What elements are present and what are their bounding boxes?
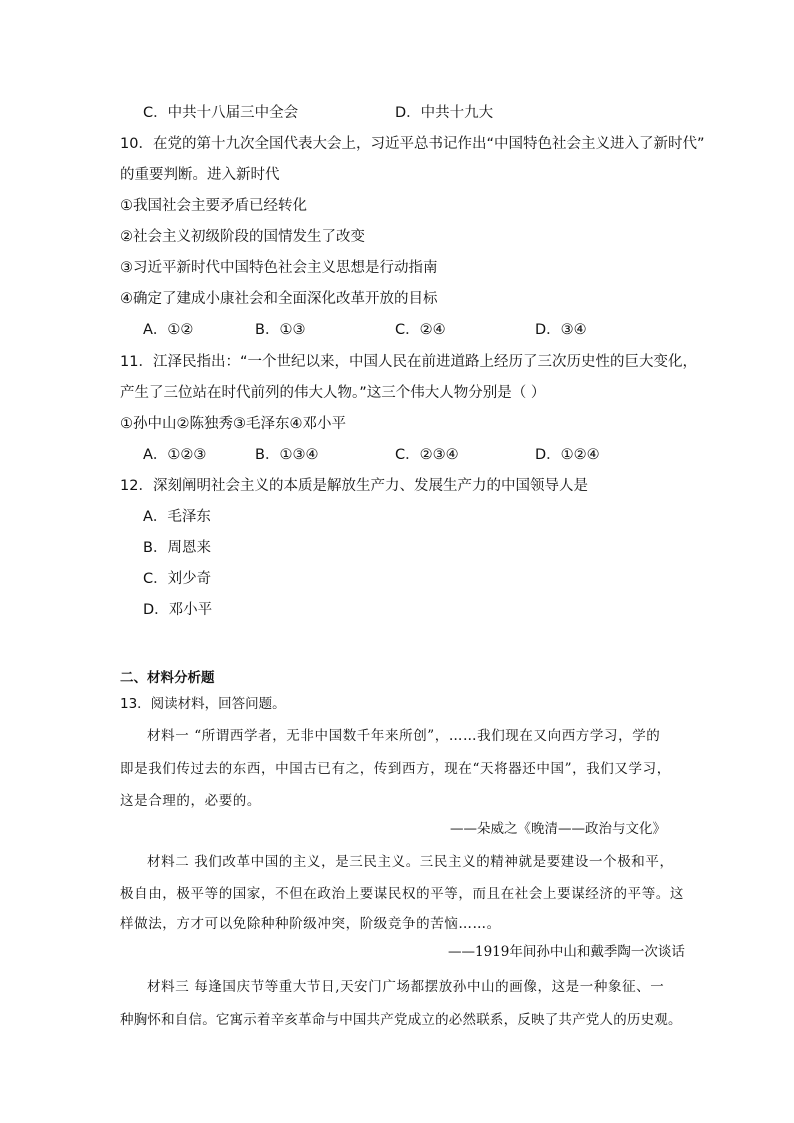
q12-option-a: A．毛泽东 bbox=[143, 509, 211, 525]
q9-option-c: C．中共十八届三中全会 bbox=[143, 105, 299, 121]
q13-stem: 13．阅读材料，回答问题。 bbox=[120, 696, 286, 712]
q11-items: ①孙中山②陈独秀③毛泽东④邓小平 bbox=[120, 416, 346, 432]
q12-option-c: C．刘少奇 bbox=[143, 571, 212, 587]
section-title: 二、材料分析题 bbox=[120, 670, 215, 686]
q12-option-d: D．邓小平 bbox=[143, 602, 213, 618]
q12-stem: 12．深刻阐明社会主义的本质是解放生产力、发展生产力的中国领导人是 bbox=[120, 478, 588, 494]
q11-option-d: D．①②④ bbox=[535, 447, 600, 463]
q10-stem-line2: 的重要判断。进入新时代 bbox=[120, 167, 280, 183]
q11-option-a: A．①②③ bbox=[143, 447, 207, 463]
q10-item-4: ④确定了建成小康社会和全面深化改革开放的目标 bbox=[120, 291, 438, 307]
material2-line2: 极自由，极平等的国家，不但在政治上要谋民权的平等，而且在社会上要谋经济的平等。这 bbox=[120, 886, 684, 902]
material3-line1: 材料三 每逢国庆节等重大节日,天安门广场都摆放孙中山的画像，这是一种象征、一 bbox=[147, 979, 665, 995]
material1-line3: 这是合理的，必要的。 bbox=[120, 793, 261, 809]
q11-stem-line1: 11．江泽民指出：“一个世纪以来，中国人民在前进道路上经历了三次历史性的巨大变化， bbox=[120, 354, 697, 370]
material2-source: ——1919年间孙中山和戴季陶一次谈话 bbox=[448, 944, 685, 960]
q10-option-d: D．③④ bbox=[535, 322, 587, 338]
material2-line3: 样做法，方才可以免除种种阶级冲突，阶级竞争的苦恼……。 bbox=[120, 916, 501, 932]
material1-source: ——朵威之《晚清——政治与文化》 bbox=[450, 821, 666, 837]
q10-stem-line1: 10．在党的第十九次全国代表大会上，习近平总书记作出“中国特色社会主义进入了新时代” bbox=[120, 136, 705, 152]
q11-option-b: B．①③④ bbox=[255, 447, 319, 463]
q10-option-a: A．①② bbox=[143, 322, 194, 338]
q10-option-b: B．①③ bbox=[255, 322, 306, 338]
q9-option-d: D．中共十九大 bbox=[395, 105, 494, 121]
q11-option-c: C．②③④ bbox=[395, 447, 459, 463]
q10-item-2: ②社会主义初级阶段的国情发生了改变 bbox=[120, 229, 365, 245]
q12-option-b: B．周恩来 bbox=[143, 540, 211, 556]
material3-line2: 种胸怀和自信。它寓示着辛亥革命与中国共产党成立的必然联系，反映了共产党人的历史观。 bbox=[120, 1012, 682, 1028]
q10-item-1: ①我国社会主要矛盾已经转化 bbox=[120, 198, 307, 214]
q11-stem-line2: 产生了三位站在时代前列的伟大人物。”这三个伟大人物分别是（ ） bbox=[120, 385, 546, 401]
material1-line1: 材料一 “所谓西学者，无非中国数千年来所创”，……我们现在又向西方学习，学的 bbox=[147, 728, 661, 744]
material2-line1: 材料二 我们改革中国的主义，是三民主义。三民主义的精神就是要建设一个极和平， bbox=[147, 854, 674, 870]
q10-option-c: C．②④ bbox=[395, 322, 446, 338]
material1-line2: 即是我们传过去的东西，中国古已有之，传到西方，现在“天将器还中国”，我们又学习， bbox=[120, 761, 671, 777]
q10-item-3: ③习近平新时代中国特色社会主义思想是行动指南 bbox=[120, 260, 438, 276]
